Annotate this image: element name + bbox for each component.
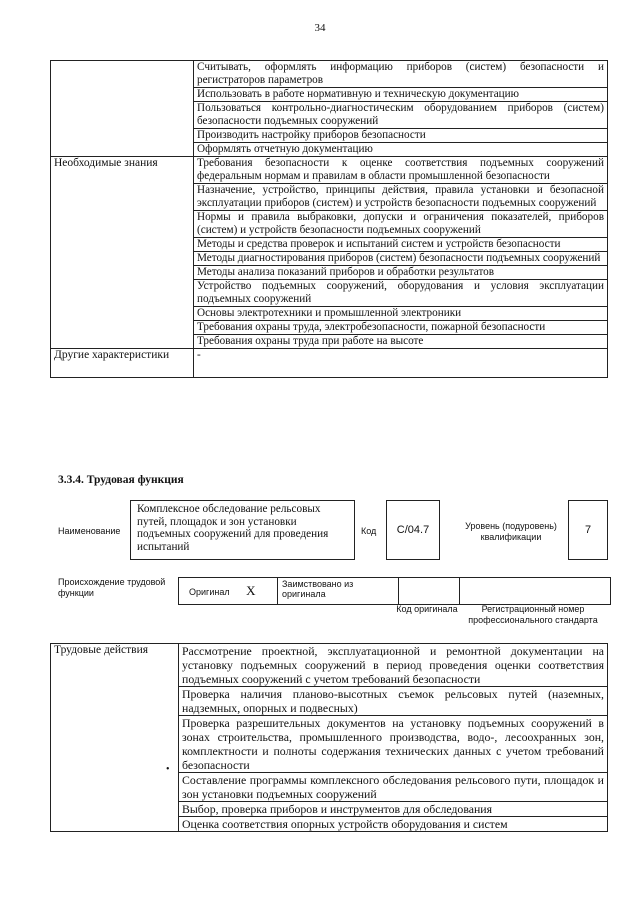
code-label: Код bbox=[361, 526, 377, 536]
code-caption: Код оригинала bbox=[396, 604, 458, 614]
origin-reg-cell bbox=[460, 578, 611, 605]
section-title: 3.3.4. Трудовая функция bbox=[58, 474, 184, 486]
table-cell: Рассмотрение проектной, эксплуатационной и ремонтной документации на установку подъемных сооружений в период проведения оценки соответствия подъемных сооружений с учетом требований безопасности bbox=[179, 644, 608, 687]
table-cell: Требования безопасности к оценке соответствия подъемных сооружений федеральным нормам и правилам в области промышленной безопасности bbox=[194, 157, 608, 184]
table-cell: Выбор, проверка приборов и инструментов для обследования bbox=[179, 802, 608, 817]
table-cell: Проверка разрешительных документов на установку подъемных сооружений в зонах строительства, промышленного производства, водо-, лесоохранных зон, комплектности и полноты содержания технических данных с учетом требований безопасности bbox=[179, 716, 608, 773]
origin-code-cell bbox=[399, 578, 460, 605]
table-cell: Считывать, оформлять информацию приборов (систем) безопасности и регистраторов параметров bbox=[194, 61, 608, 88]
original-label: Оригинал bbox=[189, 586, 230, 597]
table-row bbox=[51, 349, 608, 378]
function-code-box: С/04.7 bbox=[386, 500, 440, 560]
table-cell: Нормы и правила выбраковки, допуски и ограничения показателей, приборов (систем) и устройств безопасности подъемных сооружений bbox=[194, 211, 608, 238]
table-cell: Оформлять отчетную документацию bbox=[194, 143, 608, 157]
table-cell: Использовать в работе нормативную и техническую документацию bbox=[194, 88, 608, 102]
table-cell: Методы и средства проверок и испытаний систем и устройств безопасности bbox=[194, 238, 608, 252]
table-cell: Оценка соответствия опорных устройств оборудования и систем bbox=[179, 817, 608, 832]
table-cell: Составление программы комплексного обследования рельсового пути, площадок и зон установки подъемных сооружений bbox=[179, 773, 608, 802]
original-mark: X bbox=[246, 582, 256, 598]
skills-knowledge-table bbox=[50, 60, 608, 378]
table-cell: Требования охраны труда, электробезопасности, пожарной безопасности bbox=[194, 321, 608, 335]
labor-actions-table bbox=[50, 643, 608, 832]
function-name-box: Комплексное обследование рельсовых путей, площадок и зон установки подъемных сооружений для проведения испытаний bbox=[130, 500, 355, 560]
table-row bbox=[51, 157, 608, 184]
table-cell: Методы диагностирования приборов (систем) безопасности подъемных сооружений bbox=[194, 252, 608, 266]
table-cell: Методы анализа показаний приборов и обработки результатов bbox=[194, 266, 608, 280]
original-cell bbox=[179, 578, 278, 605]
row-label bbox=[51, 61, 194, 157]
page-number: 34 bbox=[314, 22, 326, 34]
reg-number-caption: Регистрационный номер профессионального стандарта bbox=[468, 604, 598, 625]
table-cell: Требования охраны труда при работе на высоте bbox=[194, 335, 608, 349]
table-cell: Назначение, устройство, принципы действия, правила установки и безопасной эксплуатации приборов (систем) и устройств безопасности подъемных сооружений bbox=[194, 184, 608, 211]
table-cell: Пользоваться контрольно-диагностическим оборудованием приборов (систем) безопасности подъемных сооружений bbox=[194, 102, 608, 129]
table-cell: Производить настройку приборов безопасности bbox=[194, 129, 608, 143]
stray-mark: • bbox=[166, 764, 170, 775]
table-cell: Устройство подъемных сооружений, оборудования и условия эксплуатации подъемных сооружений bbox=[194, 280, 608, 307]
origin-table bbox=[178, 577, 611, 605]
level-box: 7 bbox=[568, 500, 608, 560]
table-row bbox=[51, 61, 608, 88]
row-label-knowledge: Необходимые знания bbox=[51, 157, 194, 349]
table-cell: - bbox=[194, 349, 608, 378]
borrowed-label: Заимствовано из оригинала bbox=[278, 578, 399, 605]
row-label-other: Другие характеристики bbox=[51, 349, 194, 378]
table-row bbox=[51, 644, 608, 687]
table-cell: Проверка наличия планово-высотных съемок рельсовых путей (наземных, надземных, опорных и подвесных) bbox=[179, 687, 608, 716]
table-cell: Основы электротехники и промышленной электроники bbox=[194, 307, 608, 321]
name-label: Наименование bbox=[58, 526, 121, 536]
level-label: Уровень (подуровень) квалификации bbox=[465, 521, 557, 542]
row-label-actions: Трудовые действия bbox=[51, 644, 179, 832]
origin-label: Происхождение трудовой функции bbox=[58, 577, 166, 598]
